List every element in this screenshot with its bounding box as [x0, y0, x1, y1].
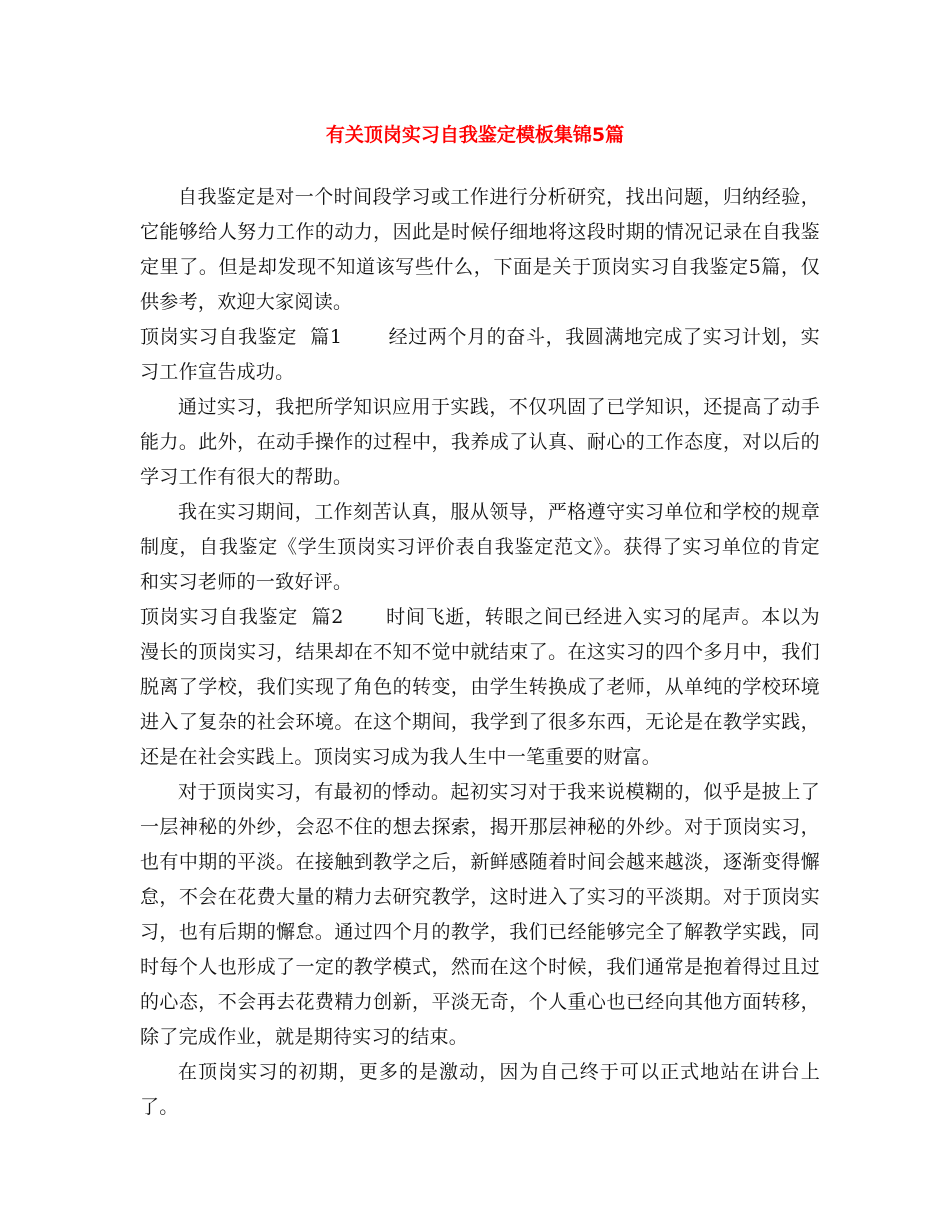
- chapter-1-body-1: 通过实习，我把所学知识应用于实践，不仅巩固了已学知识，还提高了动手能力。此外，在动手操作的过程中，我养成了认真、耐心的工作态度，对以后的学习工作有很大的帮助。: [140, 396, 820, 488]
- chapter-2-heading: 顶岗实习自我鉴定 篇2: [140, 606, 344, 628]
- document-body: [140, 180, 820, 1125]
- chapter-1-paragraph: [140, 320, 820, 390]
- chapter-2-body-2: 在顶岗实习的初期，更多的是激动，因为自己终于可以正式地站在讲台上了。: [140, 1061, 820, 1118]
- chapter-1-heading: 顶岗实习自我鉴定 篇1: [140, 326, 343, 348]
- intro-paragraph: 自我鉴定是对一个时间段学习或工作进行分析研究，找出问题，归纳经验，它能够给人努力工作的动力，因此是时候仔细地将这段时期的情况记录在自我鉴定里了。但是却发现不知道该写些什么，下面是关于顶岗实习自我鉴定5篇，仅供参考，欢迎大家阅读。: [140, 186, 820, 313]
- chapter-1-lead: 经过两个月的奋斗，我圆满地完成了实习计划，实习工作宣告成功。: [140, 326, 820, 383]
- chapter-2-body-1: 对于顶岗实习，有最初的悸动。起初实习对于我来说模糊的，似乎是披上了一层神秘的外纱，会忍不住的想去探索，揭开那层神秘的外纱。对于顶岗实习，也有中期的平淡。在接触到教学之后，新鲜感随着时间会越来越淡，逐渐变得懈怠，不会在花费大量的精力去研究教学，这时进入了实习的平淡期。对于顶岗实习，也有后期的懈怠。通过四个月的教学，我们已经能够完全了解教学实践，同时每个人也形成了一定的教学模式，然而在这个时候，我们通常是抱着得过且过的心态，不会再去花费精力创新，平淡无奇，个人重心也已经向其他方面转移，除了完成作业，就是期待实习的结束。: [140, 781, 820, 1048]
- document-title: 有关顶岗实习自我鉴定模板集锦5篇: [325, 124, 625, 146]
- chapter-1-body-2: 我在实习期间，工作刻苦认真，服从领导，严格遵守实习单位和学校的规章制度，自我鉴定《学生顶岗实习评价表自我鉴定范文》。获得了实习单位的肯定和实习老师的一致好评。: [140, 501, 820, 593]
- chapter-2-lead: 时间飞逝，转眼之间已经进入实习的尾声。本以为漫长的顶岗实习，结果却在不知不觉中就结束了。在这实习的四个多月中，我们脱离了学校，我们实现了角色的转变，由学生转换成了老师，从单纯的学校环境进入了复杂的社会环境。在这个期间，我学到了很多东西，无论是在教学实践，还是在社会实践上。顶岗实习成为我人生中一笔重要的财富。: [140, 606, 820, 768]
- chapter-2-paragraph: [140, 600, 820, 775]
